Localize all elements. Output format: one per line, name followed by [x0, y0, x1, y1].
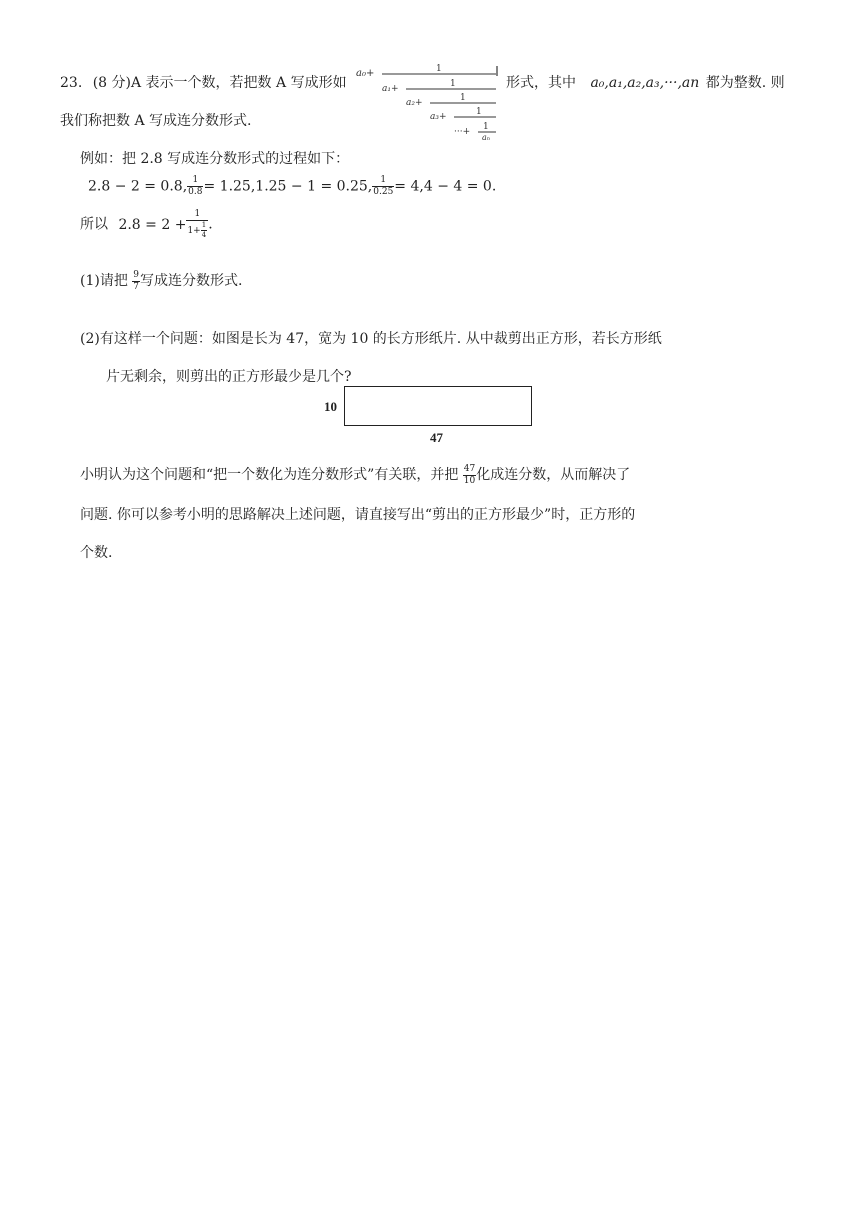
cf-a0: a₀+: [356, 68, 375, 79]
cf-an: aₙ: [482, 133, 491, 140]
problem-text-a: A 表示一个数，若把数 A 写成形如: [131, 75, 347, 91]
continued-fraction-figure: [356, 62, 506, 140]
q2-line1: (2)有这样一个问题：如图是长为 47，宽为 10 的长方形纸片. 从中裁剪出正方形，若长方形纸: [80, 331, 662, 347]
cf-dots: ···+: [454, 127, 471, 137]
problem-line-1-tail: [506, 72, 785, 92]
question-1: [80, 270, 242, 292]
fraction-1-over-0.25: [372, 176, 394, 197]
frac1-num: 1: [192, 175, 199, 185]
step-b: = 1.25,1.25 − 1 = 0.25,: [203, 178, 373, 195]
hint-fraction: [463, 465, 476, 486]
problem-line-2: [60, 110, 251, 130]
q1-text: 写成连分数形式.: [140, 273, 243, 289]
rectangle-paper: [344, 386, 532, 426]
result-fraction: [186, 210, 208, 239]
hint-text-b: 化成连分数，从而解决了: [476, 467, 631, 483]
q1-num: 9: [133, 269, 140, 280]
coefficient-list: a₀,a₁,a₂,a₃,···,an: [590, 75, 700, 91]
result-so: 所以: [80, 216, 108, 233]
frac1-den: 0.8: [188, 187, 203, 197]
result-lhs: 2.8 = 2 +: [118, 216, 187, 233]
cf-a1: a₁+: [382, 84, 399, 94]
question-2-line-1: [80, 328, 662, 348]
fraction-1-over-0.8: [187, 176, 203, 197]
cf-a3: a₃+: [430, 112, 447, 122]
hint-text-line2: 问题. 你可以参考小明的思路解决上述问题，请直接写出“剪出的正方形最少”时，正方形的: [80, 507, 636, 523]
cf-one-2: 1: [450, 79, 456, 89]
q2-line2: 片无剩余，则剪出的正方形最少是几个?: [106, 369, 352, 385]
q1-label: (1)请把: [80, 273, 128, 289]
step-a: 2.8 − 2 = 0.8,: [88, 178, 188, 195]
q1-fraction: [132, 271, 140, 292]
frac2-den: 0.25: [373, 187, 394, 197]
hint-line-2: [80, 504, 635, 524]
problem-number: 23.: [60, 75, 83, 91]
question-2-line-2: [106, 366, 352, 386]
frac2-num: 1: [380, 175, 387, 185]
cf-one-1: 1: [436, 64, 442, 74]
cf-one-5: 1: [483, 122, 489, 132]
cf-one-3: 1: [460, 93, 466, 103]
q1-den: 7: [133, 281, 140, 292]
result-num: 1: [194, 209, 201, 219]
example-intro-text: 例如：把 2.8 写成连分数形式的过程如下：: [80, 151, 350, 167]
hint-text-a: 小明认为这个问题和“把一个数化为连分数形式”有关联，并把: [80, 467, 459, 483]
result-den: 1+ $\frac{1}{4}$: [187, 221, 207, 239]
problem-text-line2: 我们称把数 A 写成连分数形式.: [60, 113, 252, 129]
step-c: = 4,4 − 4 = 0.: [394, 178, 497, 195]
hint-text-line3: 个数.: [80, 545, 113, 561]
example-intro: [80, 148, 349, 168]
rect-length-label: 47: [430, 430, 443, 445]
example-result: [80, 210, 213, 239]
problem-line-1: [60, 72, 347, 92]
result-period: .: [208, 216, 213, 233]
problem-text-b: 形式，其中: [506, 75, 576, 91]
cf-one-4: 1: [476, 107, 482, 117]
example-steps: [88, 176, 496, 197]
rect-width-label: 10: [324, 399, 337, 414]
cf-a2: a₂+: [406, 98, 423, 108]
hint-line-1: [80, 464, 630, 486]
hint-den: 10: [463, 475, 476, 486]
problem-text-c: 都为整数. 则: [705, 75, 785, 91]
problem-points: (8 分): [92, 75, 131, 91]
hint-num: 47: [463, 463, 476, 474]
hint-line-3: [80, 542, 112, 562]
